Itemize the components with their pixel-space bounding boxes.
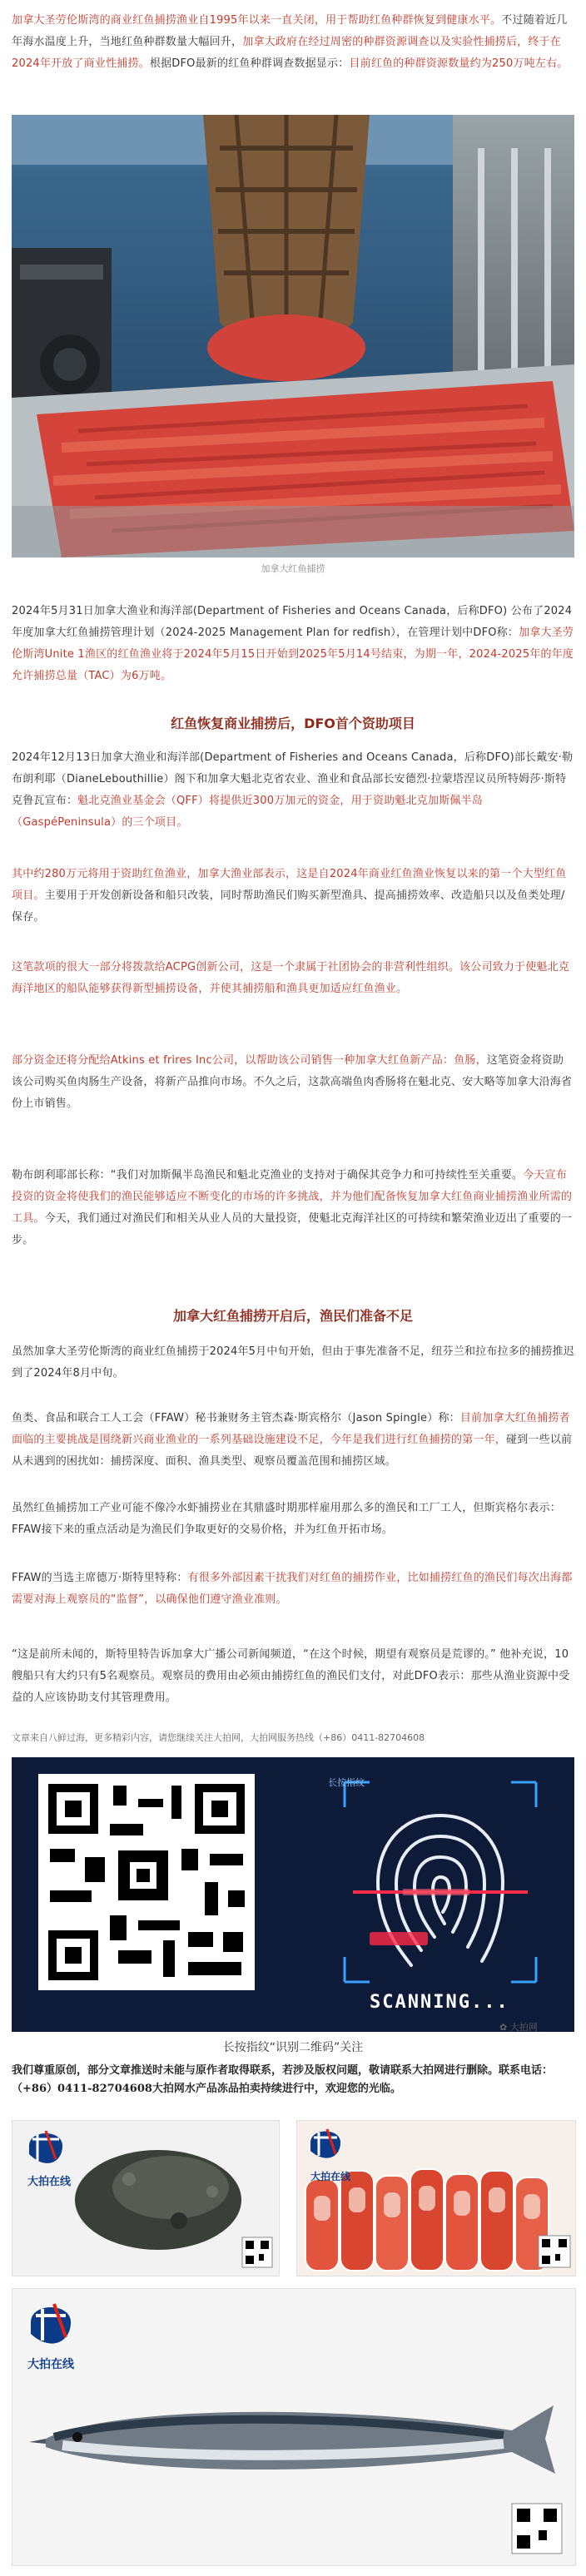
- product-image-crab-legs[interactable]: [296, 2120, 576, 2276]
- funding-announcement-paragraph: 2024年12月13日加拿大渔业和海洋部(Department of Fisheries and Oceans Canada，后称DFO)部长戴安·勒布朗利耶（DianeLebouthillie）阁下和加拿大魁北克省农业、渔业和食品部长安德烈·拉蒙塔涅议员所特姆莎·斯特克鲁瓦宣布：魁北克渔业基金会（QFF）将提供近300万加元的资金，用于资助魁北克加斯佩半岛（GaspéPeninsula）的三个项目。: [12, 751, 574, 829]
- processing-paragraph: 虽然红鱼捕捞加工产业可能不像冷水虾捕捞业在其鼎盛时期那样雇用那么多的渔民和工厂工人，但斯宾格尔表示：FFAW接下来的重点活动是为渔民们争取更好的交易价格，并为红鱼开拓市场。: [12, 1502, 562, 1536]
- product-logo-text: 大拍在线: [27, 2358, 74, 2371]
- qr-banner: [12, 1757, 574, 2032]
- qr-code[interactable]: [38, 1774, 255, 1990]
- fishing-vessel-illustration: [12, 115, 574, 557]
- acpg-paragraph: 这笔款项的很大一部分将拨款给ACPG创新公司，这是一个隶属于社团协会的非营利性组织。该公司致力于使魁北克海洋地区的船队能够获得新型捕捞设备，并使其捕捞船和渔具更加适应红鱼渔业。: [12, 961, 570, 995]
- product-image-saury[interactable]: [12, 2288, 576, 2566]
- ffaw-paragraph: 鱼类、食品和联合工人工会（FFAW）秘书兼财务主管杰森·斯宾格尔（Jason Spingle）称：目前加拿大红鱼捕捞者面临的主要挑战是围绕新兴商业渔业的一系列基础设施建设不足，今年是我们进行红鱼捕捞的第一年，碰到一些以前从未遇到的困扰如：捕捞深度、面积、渔具类型、观察员覆盖范围和捕捞区域。: [12, 1412, 573, 1468]
- redfish-project-paragraph: 其中约280万元将用于资助红鱼渔业，加拿大渔业部表示，这是自2024年商业红鱼渔业恢复以来的第一个大型红鱼项目。主要用于开发创新设备和船只改装，同时帮助渔民们购买新型渔具、提高捕捞效率、改造船只以及鱼类处理/保存。: [12, 868, 567, 924]
- product-logo-text: 大拍在线: [27, 2176, 72, 2188]
- saury-fish-illustration: [12, 2289, 575, 2565]
- delay-paragraph: 虽然加拿大圣劳伦斯湾的商业红鱼捕捞于2024年5月中旬开始，但由于事先准备不足，纽芬兰和拉布拉多的捕捞推迟到了2024年8月中旬。: [12, 1345, 574, 1380]
- qr-hint: 长按指纹“识别二维码”关注: [222, 2041, 364, 2054]
- fishing-vessel-photo: [12, 115, 574, 557]
- source-note: 文章来自八鲜过海，更多精彩内容，请您继续关注大拍网，大拍网服务热线（+86）0411-82704608: [12, 1732, 425, 1743]
- observer-paragraph: FFAW的当选主席德万·斯特里特称：有很多外部因素干扰我们对红鱼的捕捞作业，比如捕捞红鱼的渔民们每次出海都需要对海上观察员的“监督”，以确保他们遵守渔业准则。: [12, 1572, 573, 1606]
- section-title-unprepared: 加拿大红鱼捕捞开启后，渔民们准备不足: [172, 1308, 413, 1324]
- crab-legs-illustration: [297, 2121, 575, 2276]
- sea-cucumber-illustration: [12, 2121, 279, 2276]
- atkins-paragraph: 部分资金还将分配给Atkins et frires Inc公司，以帮助该公司销售一种加拿大红鱼新产品：鱼肠，这笔资金将资助该公司购买鱼肉肠生产设备，将新产品推向市场。不久之后，这款高端鱼肉香肠将在魁北克、安大略等加拿大沿海省份上市销售。: [12, 1054, 573, 1110]
- wechat-icon: ✿: [499, 2022, 510, 2033]
- product-image-sea-cucumber[interactable]: [12, 2120, 280, 2276]
- minister-quote-paragraph: 勒布朗利耶部长称：“我们对加斯佩半岛渔民和魁北克渔业的支持对于确保其竞争力和可持续性至关重要。今天宣布投资的资金将使我们的渔民能够适应不断变化的市场的许多挑战，并为他们配备恢复加拿大红鱼商业捕捞渔业所需的工具。今天，我们通过对渔民们和相关从业人员的大量投资，使魁北克海洋社区的可持续和繁荣渔业迈出了重要的一步。: [12, 1169, 573, 1246]
- product-logo-text: 大拍在线: [310, 2171, 351, 2182]
- photo-caption: 加拿大红鱼捕捞: [261, 563, 325, 574]
- fingerprint-label: 长按指纹: [328, 1777, 365, 1788]
- wechat-tag: ✿ 大拍网: [499, 2022, 538, 2033]
- section-title-funding: 红鱼恢复商业捕捞后，DFO首个资助项目: [171, 716, 415, 731]
- cost-paragraph: “这是前所未闻的，斯特里特告诉加拿大广播公司新闻频道，“在这个时候，期望有观察员是荒谬的。” 他补充说，10艘船只有大约只有5名观察员。观察员的费用由必须由捕捞红鱼的渔民们支付，对此DFO表示：那些从渔业资源中受益的人应该协助支付其管理费用。: [12, 1648, 570, 1704]
- copyright-notice: 我们尊重原创，部分文章推送时未能与原作者取得联系，若涉及版权问题，敬请联系大拍网进行删除。联系电话：（+86）0411-82704608大拍网水产品冻品拍卖持续进行中，欢迎您的光临。: [12, 2064, 554, 2095]
- intro-paragraph: 加拿大圣劳伦斯湾的商业红鱼捕捞渔业自1995年以来一直关闭，用于帮助红鱼种群恢复到健康水平。不过随着近几年海水温度上升，当地红鱼种群数量大幅回升，加拿大政府在经过周密的种群资源调查以及实验性捕捞后，终于在2024年开放了商业性捕捞。根据DFO最新的红鱼种群调查数据显示：目前红鱼的种群资源数量约为250万吨左右。: [12, 14, 569, 70]
- management-plan-paragraph: 2024年5月31日加拿大渔业和海洋部(Department of Fisheries and Oceans Canada，后称DFO) 公布了2024年度加拿大红鱼捕捞管理计划（2024-2025 Management Plan for redfish），在管理计划中DFO称：加拿大圣劳伦斯湾Unite 1渔区的红鱼渔业将于2024年5月15日开始到2025年5月14号结束，为期一年，2024-2025年的年度允许捕捞总量（TAC）为6万吨。: [12, 605, 574, 682]
- fingerprint-scanner-icon: [320, 1766, 561, 2024]
- scanning-text: SCANNING...: [370, 1992, 509, 2013]
